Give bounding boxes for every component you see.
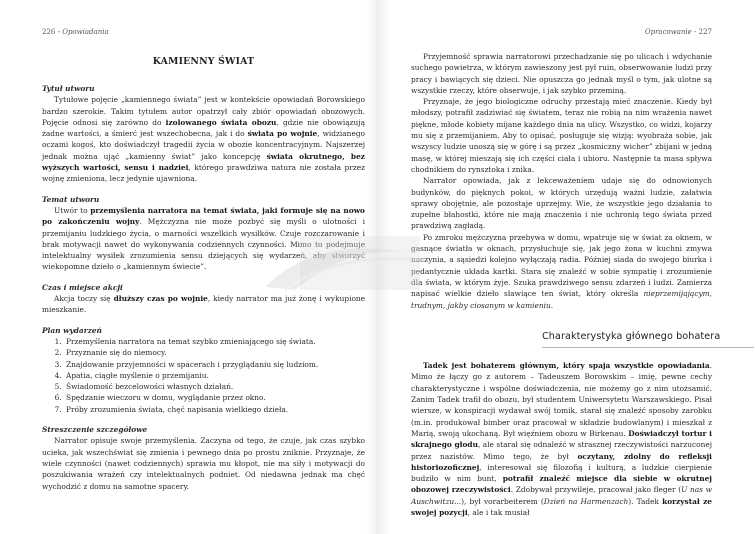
paragraph-title	[42, 94, 365, 184]
right-page	[377, 0, 754, 534]
text-run: . Zdobywał przywileje, pracował jako fleger (	[510, 485, 682, 495]
section-heading-character: Charakterystyka głównego bohatera	[542, 331, 754, 348]
text-run: ), był vorarbeiterem (	[461, 496, 544, 506]
text-run: , interesował się filozofią i kulturą, a ludzkie cierpienie budziło w nim bunt,	[411, 462, 712, 484]
bold-run: świata okrutnego, bez wyższych wartości, sensu i nadziei	[42, 151, 365, 173]
plan-list	[42, 336, 365, 415]
bold-run: oczytany, zdolny do refleksji historiozoficznej	[411, 451, 712, 472]
section-heading-plan: Plan wydarzeń	[42, 325, 102, 335]
bold-run: Doświadczył tortur i skrajnego głodu	[411, 428, 712, 450]
left-page	[0, 0, 377, 534]
plan-item: 6. Spędzanie wieczoru w domu, wyglądanie przez okno.	[64, 392, 365, 403]
page-number: 226	[42, 28, 56, 36]
right-page-body	[411, 51, 721, 518]
section-heading-time-place: Czas i miejsce akcji	[42, 282, 123, 292]
text-run: Po zmroku mężczyzna przebywa w domu, wpatruje się w świat za oknem, w gasnące światła w oknach, przysłuchuje się, jak jego żona w kuchni zmywa naczynia, a sąsiedzi kolejno wyłączają radia. Później siada do swojego biurka i pedantycznie układa kartki. Stara się znaleźć w sobie sympatię i zrozumienie dla świata, w którym żyje. Szuka prawdziwego sensu zdarzeń i ludzi. Zamierza napisać wielkie dzieło sławiące ten świat, który określa	[411, 232, 712, 299]
page-number: 227	[698, 28, 712, 36]
text-run: , gdzie nie obowiązują żadne wartości, a śmierć jest wszechobecna, jak i do	[42, 117, 365, 139]
plan-item: 2. Przyznanie się do niemocy.	[64, 347, 365, 358]
bold-run: dłuższy czas po wojnie	[113, 294, 208, 304]
chapter-title: KAMIENNY ŚWIAT	[152, 56, 255, 67]
bold-run: świata po wojnie	[247, 129, 318, 139]
running-head-right	[411, 27, 712, 37]
bold-run: potrafił znaleźć miejsce dla siebie w okrutnej obozowej rzeczywistości	[411, 474, 712, 495]
bold-run: korzystał ze swojej pozycji	[411, 496, 712, 517]
plan-item: 1. Przemyślenia narratora na temat szybko zmieniającego się świata.	[64, 336, 365, 347]
bold-run: przemyślenia narratora na temat świata, jaki formuje się na nowo po zakończeniu wojny	[42, 205, 365, 227]
text-run: . Mimo że łączy go z autorem – Tadeuszem Borowskim – imię, pewne cechy charakterystyczne i wspólne doświadczenia, nie możemy go z nim utożsamić. Zanim Tadek trafił do obozu, był studentem Uniwersytetu Warszawskiego. Pisał wiersze, w konspiracji wydawał swój tomik, starał się znaleźć sposoby zarobku (m.in. produkował bimber oraz pracował w składzie budowlanym) i mieszkał z Marią, swoją ukochaną. Był więźniem obozu w Birkenau.	[411, 361, 712, 438]
text-run: .	[550, 300, 554, 310]
bold-run: Tadek jest bohaterem głównym, który spaja wszystkie opowiadania	[423, 361, 710, 371]
paragraph-theme	[42, 205, 365, 273]
running-head-section: Opracowanie	[644, 28, 692, 36]
text-run: Utwór to	[54, 205, 91, 215]
text-run: Tytułowe pojęcie „kamiennego świata” jest w kontekście opowiadań Borowskiego bardzo szerokie. Takim tytułem autor opatrzył cały zbiór opowiadań obozowych. Pojęcie odnosi się zarówno do	[42, 95, 365, 127]
plan-item: 4. Apatia, ciągłe myślenie o przemijaniu.	[64, 370, 365, 381]
left-page-body	[42, 83, 365, 492]
paragraph-time-place	[42, 293, 365, 316]
section-heading-summary: Streszczenie szczegółowe	[42, 425, 148, 435]
running-head-separator: -	[691, 28, 699, 36]
plan-item: 3. Znajdowanie przyjemności w spacerach i przyglądaniu się ludziom.	[64, 359, 365, 370]
text-run: ). Tadek	[628, 496, 663, 506]
italic-run: nieprzemijającym, trudnym, jakby ciosanym w kamieniu	[411, 289, 712, 310]
text-run: , którego prawdziwa natura nie została przez wojnę zmieniona, lecz jedynie ujawniona.	[42, 163, 365, 184]
plan-item: 5. Świadomość bezcelowości własnych działań.	[64, 381, 365, 392]
text-run: , kiedy narrator ma już żonę i wykupione mieszkanie.	[42, 294, 366, 315]
section-heading-title: Tytuł utworu	[42, 84, 95, 93]
paragraph: Przyjemność sprawia narratorowi przechadzanie się po ulicach i wdychanie suchego powietrza, w którym zawieszony jest pył ruin, obserwowanie ludzi przy pracy i bawiących się dzieci. Nie opuszcza go jednak myśl o tym, jak ulotne są wszystkie rzeczy, które obserwuje, i jak szybko przeminą.	[411, 52, 712, 95]
section-heading-theme: Temat utworu	[42, 194, 100, 204]
text-run: , ale i tak musiał	[467, 507, 530, 517]
text-run: . Mężczyzna nie może pozbyć się myśli o ulotności i przemijaniu ludzkiego życia, o marności wszelkich wysiłków. Czuje rozczarowanie i brak motywacji nawet do wykonywania codziennych czynności. Mimo to podejmuje intelektualny wysiłek zrozumienia sensu dziejących się wydarzeń, aby stworzyć wiekopomne dzieło o „kamiennym świecie”.	[42, 217, 365, 272]
paragraph: Przyznaje, że jego biologiczne odruchy przestają mieć znaczenie. Kiedy był młodszy, potrafił zadziwiać się światem, teraz nie robią na nim wrażenia nawet piękne, młode kobiety mijane każdego dnia na ulicy. Wszystko, co widzi, kojarzy mu się z przemijaniem. Aby to opisać, posługuje się wizją: wyobraża sobie, jak wszyscy ludzie unoszą się w górę i są przez „kosmiczny wicher” zbijani w jedną masę, w której mieszają się ich części ciała i ubioru. Następnie ta masa spływa chodnikiem do rynsztoka i znika.	[411, 97, 712, 174]
text-run: Akcja toczy się	[54, 294, 114, 304]
italic-run: U nas w Auschwitzu...	[411, 485, 712, 506]
text-run: , ale starał się odnaleźć w strasznej rzeczywistości narzuconej przez nazistów. Mimo tego, że był	[411, 440, 712, 461]
paragraph: Narrator opowiada, jak z lekceważeniem udaje się do odnowionych budynków, do pięknych pokoi, w których urzędują ważni ludzie, załatwia sprawy obojętnie, ale pozostaje uprzejmy. Wie, że wszystkie jego działania to zupełne błahostki, które nie mają znaczenia i nie uchronią tego świata przed prawdziwą zagładą.	[411, 176, 712, 231]
plan-item: 7. Próby zrozumienia świata, chęć napisania wielkiego dzieła.	[64, 404, 365, 415]
bold-run: izolowanego świata obozu	[165, 117, 277, 127]
paragraph	[411, 232, 712, 311]
running-head-left	[42, 27, 365, 37]
running-head-section: Opowiadania	[62, 28, 109, 36]
paragraph-summary: Narrator opisuje swoje przemyślenia. Zaczyna od tego, że czuje, jak czas szybko ucieka, jak wszechświat się zmienia i pewnego dnia po prostu zniknie. Przyznaje, że wiele czynności (nawet codziennych) sprawia mu kłopot, nie ma siły i motywacji do poszukiwania wrażeń czy intelektualnych podniet. Od niedawna jednak ma chęć wychodzić z domu na samotne spacery.	[42, 436, 365, 491]
running-head-separator: -	[55, 28, 63, 36]
paragraph-character	[411, 360, 712, 518]
italic-run: Dzień na Harmenzach	[543, 496, 629, 506]
text-run: , widzianego oczami kogoś, kto doświadczył tragedii życia w obozie koncentracyjnym. Najszerzej jednak można ująć „kamienny świat” jako koncepcję	[42, 129, 365, 161]
